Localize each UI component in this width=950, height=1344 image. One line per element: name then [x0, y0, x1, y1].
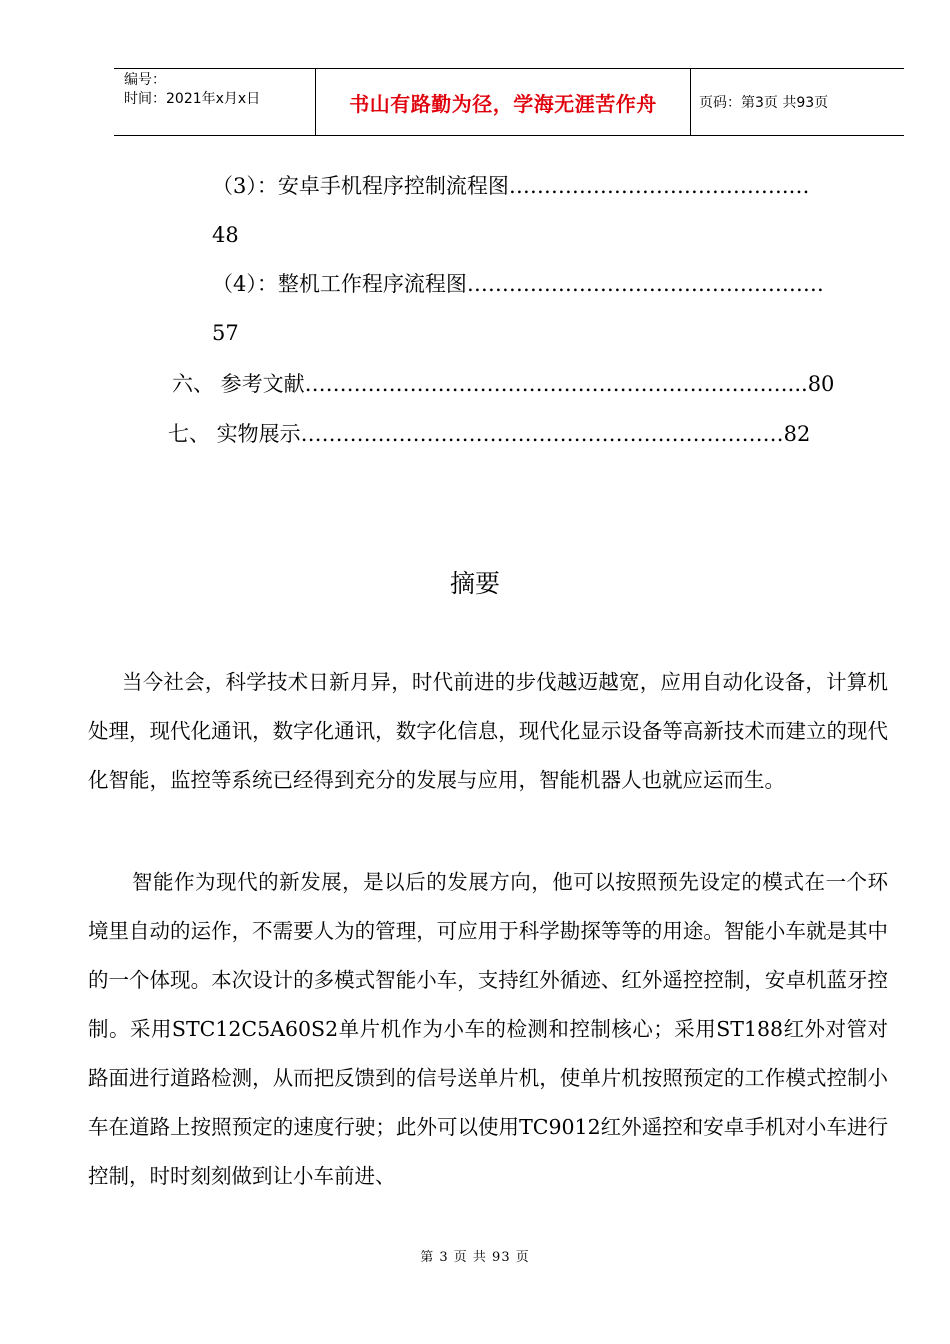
toc-entry-text: （3）：安卓手机程序控制流程图………………………………….… [212, 174, 810, 198]
header-page-label: 页码：第3页 共93页 [699, 95, 829, 111]
page-footer: 第 3 页 共 93 页 [420, 1250, 530, 1265]
header-motto: 书山有路勤为径，学海无涯苦作舟 [349, 91, 657, 116]
abstract-title: 摘要 [449, 569, 500, 598]
toc-entry-page: 48 [212, 223, 239, 247]
page-header [114, 68, 904, 136]
header-motto-cell [316, 69, 691, 135]
document-time-label: 时间：2021年x月x日 [124, 91, 261, 107]
toc-entry-page: 57 [212, 321, 239, 345]
abstract-paragraph: 智能作为现代的新发展，是以后的发展方向，他可以按照预先设定的模式在一个环境里自动的运作，不需要人为的管理，可应用于科学勘探等等的用途。智能小车就是其中的一个体现。本次设计的多模式智能小车，支持红外循迹、红外遥控控制，安卓机蓝牙控制。采用STC12C5A60S2单片机作为小车的检测和控制核心；采用ST188红外对管对路面进行道路检测，从而把反馈到的信号送单片机，使单片机按照预定的工作模式控制小车在道路上按照预定的速度行驶；此外可以使用TC9012红外遥控和安卓手机对小车进行控制，时时刻刻做到让小车前进、 [88, 870, 888, 1188]
toc-entry-text: 六、 参考文献……………………………………………………………...80 [172, 372, 835, 396]
toc-entry-text: 七、 实物展示……………………………………………………………82 [168, 422, 811, 446]
document-code-label: 编号： [124, 72, 166, 88]
toc-entry-text: （4）：整机工作程序流程图…………………………………………… [212, 272, 824, 296]
abstract-paragraph: 当今社会，科学技术日新月异，时代前进的步伐越迈越宽，应用自动化设备，计算机处理，现代化通讯，数字化通讯，数字化信息，现代化显示设备等高新技术而建立的现代化智能，监控等系统已经得到充分的发展与应用，智能机器人也就应运而生。 [88, 670, 888, 792]
header-page-cell [691, 69, 904, 135]
header-info-cell [114, 69, 316, 135]
